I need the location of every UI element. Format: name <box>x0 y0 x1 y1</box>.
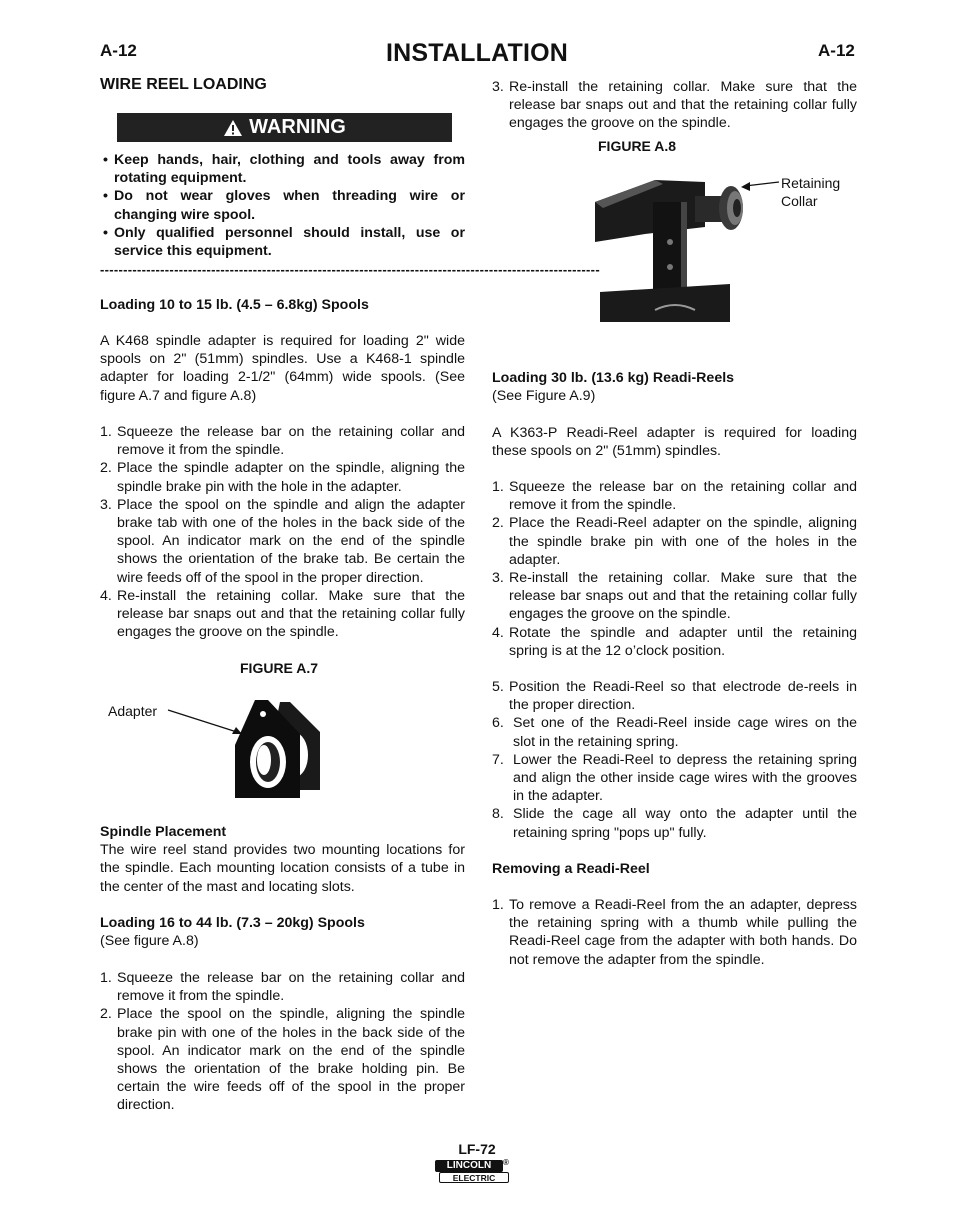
sub3-heading-block <box>492 369 857 405</box>
page-number-right: A-12 <box>818 41 855 60</box>
remove-steps <box>492 896 857 969</box>
warning-bullet: • Keep hands, hair, clothing and tools away from rotating equipment. <box>103 152 465 187</box>
list-item: 3. Re-install the retaining collar. Make sure that the release bar snaps out and that the retaining collar fully engages the groove on the spindle. <box>492 79 857 132</box>
sub2-heading: Loading 16 to 44 lb. (7.3 – 20kg) Spools <box>100 915 365 931</box>
remove-heading-block <box>492 860 857 878</box>
section-title: WIRE REEL LOADING <box>100 76 267 93</box>
sub3-heading: Loading 30 lb. (13.6 kg) Readi-Reels <box>492 370 735 386</box>
page-title: INSTALLATION <box>385 39 568 67</box>
sub2-heading-block <box>100 914 465 950</box>
sub1-steps <box>100 423 465 641</box>
list-item: 2. Place the spindle adapter on the spindle, aligning the spindle brake pin with the hole in the adapter. <box>100 460 465 495</box>
list-item: 1. Squeeze the release bar on the retaining collar and remove it from the spindle. <box>100 424 465 459</box>
warning-banner <box>117 113 452 142</box>
sub3-intro: A K363-P Readi-Reel adapter is required for loading these spools on 2" (51mm) spindles. <box>492 425 857 460</box>
warning-divider: ------------------------------------------------------------------------------------------------------------ <box>100 262 600 277</box>
list-item: 1. To remove a Readi-Reel from the an adapter, depress the retaining spring with a thumb while pulling the Readi-Reel cage from the adapter with both hands. Do not remove the adapter from the spindle. <box>492 897 857 968</box>
sub3-steps-a <box>492 478 857 660</box>
footer-model: LF-72 <box>458 1141 496 1157</box>
figure-a7-caption: FIGURE A.7 <box>240 660 319 676</box>
list-item: 1. Squeeze the release bar on the retaining collar and remove it from the spindle. <box>492 479 857 514</box>
list-item: 5. Position the Readi-Reel so that electrode de-reels in the proper direction. <box>492 679 857 714</box>
list-item: 6. Set one of the Readi-Reel inside cage wires on the slot in the retaining spring. <box>492 715 857 750</box>
figure-a7-adapter-image <box>160 690 340 802</box>
sub1-intro: A K468 spindle adapter is required for loading 2" wide spools on 2" (51mm) spindles. Use a K468-1 spindle adapter for loading 2-1/2" (64mm) wide spools. (See figure A.7 and figure A.8) <box>100 333 465 404</box>
list-item: 3. Place the spool on the spindle and align the adapter brake tab with one of the holes in the back side of the spool. An indicator mark on the end of the spindle shows the orientation of the brake tab. Be certain the wire feeds off of the spool in the proper direction. <box>100 496 465 586</box>
spindle-section <box>100 823 465 896</box>
remove-heading: Removing a Readi-Reel <box>492 861 650 877</box>
list-item: 4. Re-install the retaining collar. Make sure that the release bar snaps out and that the retaining collar fully engages the groove on the spindle. <box>100 587 465 641</box>
list-item: 3. Re-install the retaining collar. Make sure that the release bar snaps out and that the retaining collar fully engages the groove on the spindle. <box>492 570 857 623</box>
warning-bullets <box>100 151 465 260</box>
sub3-steps-b <box>492 678 857 842</box>
lincoln-electric-logo: LINCOLN ® ELECTRIC <box>435 1160 509 1184</box>
list-item: 7. Lower the Readi-Reel to depress the retaining spring and align the other inside cage wires with the grooves in the adapter. <box>492 751 857 805</box>
sub3-ref: (See Figure A.9) <box>492 388 596 405</box>
figure-a8-label: Retaining Collar <box>781 175 841 209</box>
spindle-text: The wire reel stand provides two mounting locations for the spindle. Each mounting location consists of a tube in the center of the mast and locating slots. <box>100 842 465 895</box>
warning-label: WARNING <box>249 116 346 138</box>
warning-triangle-icon <box>223 119 243 137</box>
figure-a7-label: Adapter <box>108 703 158 719</box>
list-item: 2. Place the Readi-Reel adapter on the spindle, aligning the spindle brake pin with one of the holes in the adapter. <box>492 515 857 568</box>
page-number-left: A-12 <box>100 41 137 60</box>
list-item: 2. Place the spool on the spindle, aligning the spindle brake pin with one of the holes in the back side of the spool. An indicator mark on the end of the spindle shows the orientation of the brake holding pin. Be certain the wire feeds off of the spool in the proper direction. <box>100 1006 465 1114</box>
warning-bullet: • Do not wear gloves when threading wire or changing wire spool. <box>103 188 465 223</box>
spindle-heading: Spindle Placement <box>100 824 227 840</box>
sub2-steps <box>100 969 465 1115</box>
sub2-ref: (See figure A.8) <box>100 933 199 950</box>
sub1-heading: Loading 10 to 15 lb. (4.5 – 6.8kg) Spools <box>100 297 369 313</box>
right-step3 <box>492 78 857 133</box>
list-item: 1. Squeeze the release bar on the retaining collar and remove it from the spindle. <box>100 970 465 1005</box>
list-item: 8. Slide the cage all way onto the adapter until the retaining spring "pops up" fully. <box>492 806 857 841</box>
list-item: 4. Rotate the spindle and adapter until the retaining spring is at the 12 o’clock position. <box>492 624 857 659</box>
figure-a8-spindle-image <box>595 172 785 322</box>
warning-bullet: • Only qualified personnel should install, use or service this equipment. <box>103 224 465 260</box>
figure-a8-caption: FIGURE A.8 <box>598 138 677 154</box>
